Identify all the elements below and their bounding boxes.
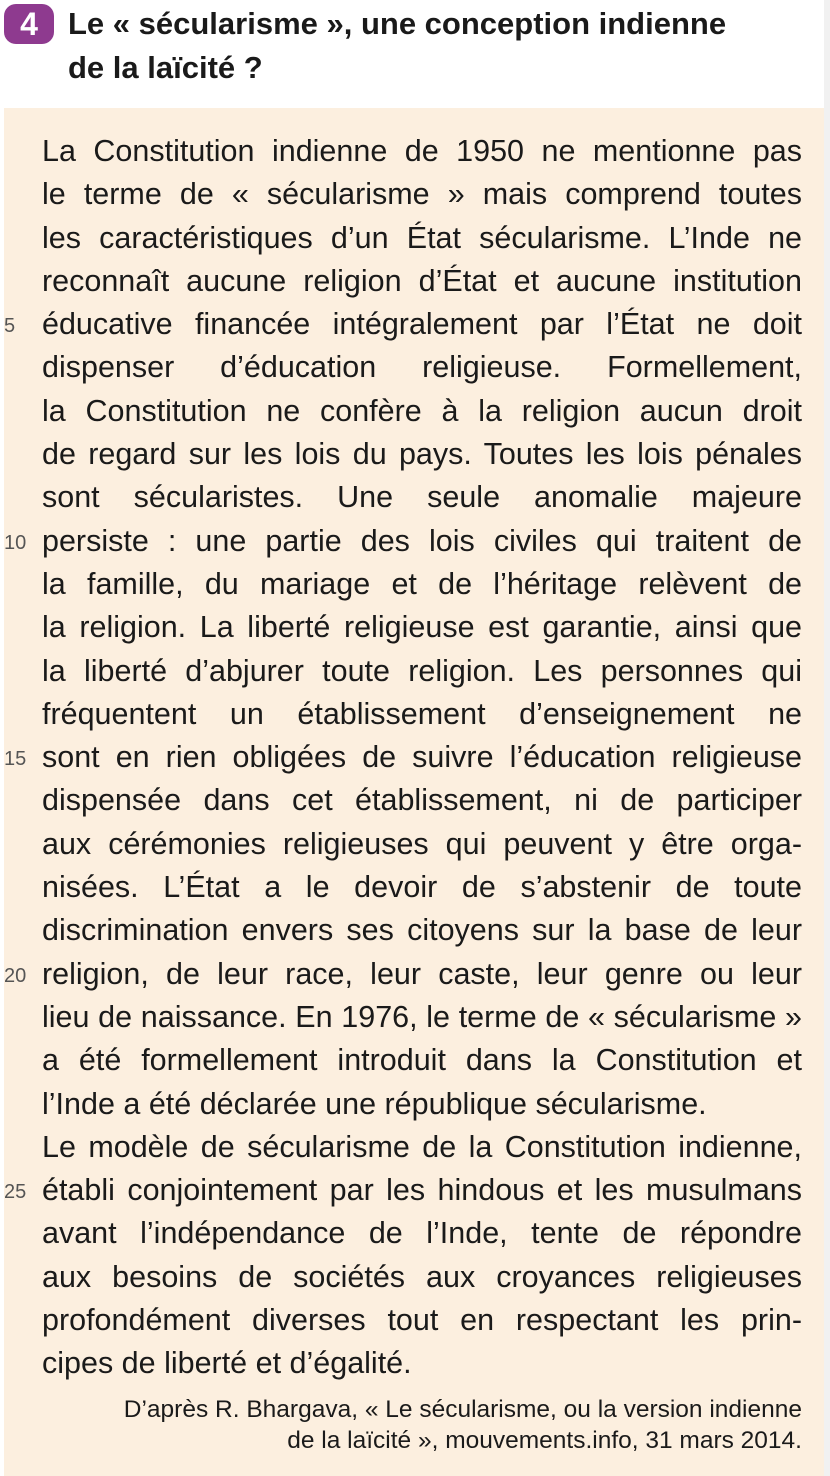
text-line <box>42 1039 802 1082</box>
text-line-content: reconnaît aucune religion d’État et aucune institution <box>42 263 802 298</box>
source-line-2: de la laïcité », mouvements.info, 31 mars 2014. <box>287 1427 802 1454</box>
text-line-content: discrimination envers ses citoyens sur la base de leur <box>42 913 802 948</box>
text-line <box>42 217 802 260</box>
text-line <box>42 1299 802 1342</box>
text-line-content: dispenser d’éducation religieuse. Formellement, <box>42 350 802 385</box>
text-line <box>4 520 802 563</box>
text-line-content: lieu de naissance. En 1976, le terme de « sécularisme » <box>42 999 802 1034</box>
body-text <box>4 130 802 1386</box>
text-line <box>4 736 802 779</box>
text-line-content: la famille, du mariage et de l’héritage relèvent de <box>42 566 802 601</box>
text-line-content: sont en rien obligées de suivre l’éducation religieuse <box>42 740 802 775</box>
text-line <box>42 823 802 866</box>
text-line-content: sont sécularistes. Une seule anomalie majeure <box>42 480 802 515</box>
text-line-content: la liberté d’abjurer toute religion. Les personnes qui <box>42 653 802 688</box>
text-line-content: nisées. L’État a le devoir de s’abstenir de toute <box>42 870 802 905</box>
title-line-1: Le « sécularisme », une conception indienne <box>68 6 727 41</box>
text-line <box>4 303 802 346</box>
document-header <box>0 0 830 108</box>
text-line <box>42 433 802 476</box>
text-line-content: établi conjointement par les hindous et les musulmans <box>42 1173 802 1208</box>
text-line-content: profondément diverses tout en respectant les prin- <box>42 1303 802 1338</box>
text-line <box>4 1169 802 1212</box>
line-number: 25 <box>4 1181 27 1204</box>
text-line <box>42 346 802 389</box>
line-number: 15 <box>4 748 27 771</box>
text-line <box>42 1212 802 1255</box>
text-line-content: cipes de liberté et d’égalité. <box>42 1346 412 1381</box>
text-line <box>42 1126 802 1169</box>
text-line <box>42 260 802 303</box>
text-line-content: fréquentent un établissement d’enseignement ne <box>42 696 802 731</box>
text-line <box>42 693 802 736</box>
title-line-2: de la laïcité ? <box>68 50 263 85</box>
text-line <box>42 866 802 909</box>
text-line-content: dispensée dans cet établissement, ni de participer <box>42 783 802 818</box>
line-number: 20 <box>4 964 27 987</box>
text-line-content: la religion. La liberté religieuse est garantie, ainsi que <box>42 610 802 645</box>
source-citation <box>42 1394 802 1456</box>
page-edge <box>824 0 830 1476</box>
text-line <box>42 996 802 1039</box>
text-line <box>42 563 802 606</box>
text-line-content: aux besoins de sociétés aux croyances religieuses <box>42 1259 802 1294</box>
text-line <box>42 173 802 216</box>
document-title <box>68 2 808 90</box>
text-line <box>42 1256 802 1299</box>
text-line-content: la Constitution ne confère à la religion aucun droit <box>42 393 802 428</box>
text-line <box>42 390 802 433</box>
text-line-content: de regard sur les lois du pays. Toutes les lois pénales <box>42 437 802 472</box>
text-line-content: La Constitution indienne de 1950 ne mentionne pas <box>42 134 802 168</box>
text-line-content: les caractéristiques d’un État sécularisme. L’Inde ne <box>42 220 802 255</box>
text-line-content: éducative financée intégralement par l’État ne doit <box>42 307 802 342</box>
text-line-content: religion, de leur race, leur caste, leur genre ou leur <box>42 956 802 991</box>
text-line-content: Le modèle de sécularisme de la Constitution indienne, <box>42 1129 802 1164</box>
text-line-content: avant l’indépendance de l’Inde, tente de répondre <box>42 1216 802 1251</box>
text-line <box>42 909 802 952</box>
text-line-content: le terme de « sécularisme » mais comprend toutes <box>42 177 802 212</box>
text-line-content: aux cérémonies religieuses qui peuvent y être orga- <box>42 826 802 861</box>
text-line <box>42 606 802 649</box>
text-line <box>42 779 802 822</box>
text-line-content: a été formellement introduit dans la Constitution et <box>42 1043 802 1078</box>
line-number: 10 <box>4 531 27 554</box>
text-line <box>42 650 802 693</box>
line-number: 5 <box>4 315 16 338</box>
text-line-content: l’Inde a été déclarée une république sécularisme. <box>42 1086 707 1121</box>
text-line <box>42 476 802 519</box>
text-line <box>42 130 802 173</box>
source-line-1: D’après R. Bhargava, « Le sécularisme, ou la version indienne <box>123 1396 802 1423</box>
text-line-content: persiste : une partie des lois civiles qui traitent de <box>42 523 802 558</box>
document-number-badge: 4 <box>4 4 54 44</box>
text-line <box>4 953 802 996</box>
text-line <box>42 1083 802 1126</box>
text-line <box>42 1342 802 1385</box>
